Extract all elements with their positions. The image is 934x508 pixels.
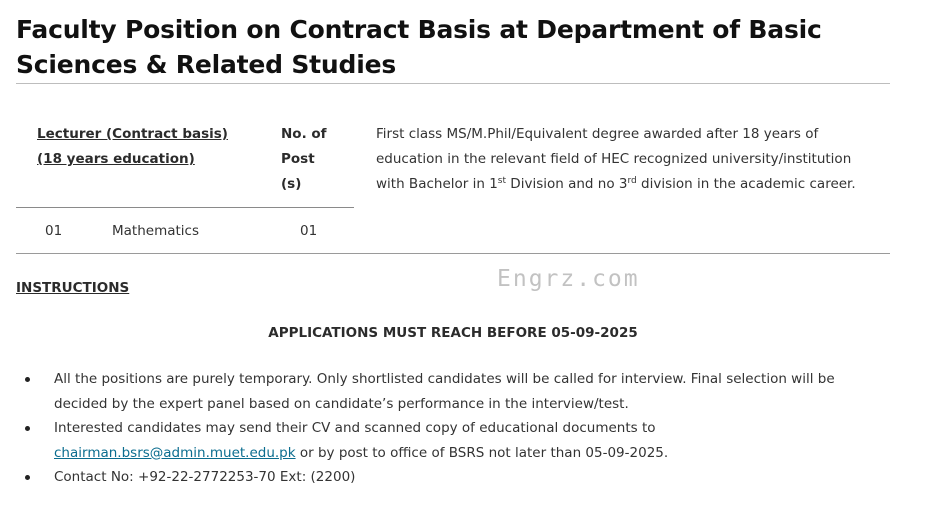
section-divider — [16, 253, 890, 254]
bullet-icon — [25, 426, 30, 431]
column-header-posts-line3: (s) — [281, 176, 302, 192]
requirement-text-3: division in the academic career. — [636, 176, 856, 192]
instruction-text-2b: or by post to office of BSRS not later than 05-09-2025. — [295, 444, 669, 461]
instruction-text-1: All the positions are purely temporary. Only shortlisted candidates will be called for interview. Final selection will be decided by the expert panel based on candidate’s performance in the interview/test. — [54, 371, 835, 412]
list-item — [16, 416, 886, 465]
bullet-icon — [25, 475, 30, 480]
qualification-requirement — [376, 122, 876, 197]
column-header-lecturer-line1: Lecturer (Contract basis) — [37, 126, 228, 142]
page-title: Faculty Position on Contract Basis at Department of Basic Sciences & Related Studies — [16, 15, 822, 79]
deadline-notice: APPLICATIONS MUST REACH BEFORE 05-09-2025 — [268, 325, 638, 341]
requirement-sup-2: rd — [627, 176, 637, 186]
requirement-text-1: First class MS/M.Phil/Equivalent degree awarded after 18 years of education in the relevant field of HEC recognized university/institution with Bachelor in 1 — [376, 126, 852, 192]
title-divider — [16, 83, 890, 84]
bullet-icon — [25, 377, 30, 382]
requirement-sup-1: st — [497, 176, 507, 186]
list-item — [16, 465, 886, 490]
instructions-list — [16, 367, 886, 490]
instructions-heading: INSTRUCTIONS — [16, 280, 130, 296]
column-header-lecturer — [37, 122, 267, 172]
requirement-text-2: Division and no 3 — [506, 176, 628, 192]
column-header-lecturer-line2: (18 years education) — [37, 151, 195, 167]
column-header-posts-line1: No. of — [281, 126, 327, 142]
watermark: Engrz.com — [497, 266, 640, 292]
table-divider — [16, 207, 354, 208]
row-posts: 01 — [300, 223, 318, 239]
column-header-posts — [281, 122, 341, 197]
email-link[interactable]: chairman.bsrs@admin.muet.edu.pk — [54, 444, 296, 461]
instruction-text-2a: Interested candidates may send their CV and scanned copy of educational documents to — [54, 420, 656, 436]
row-serial: 01 — [45, 223, 63, 239]
list-item — [16, 367, 886, 416]
row-subject: Mathematics — [112, 223, 199, 239]
column-header-posts-line2: Post — [281, 151, 315, 167]
contact-number: Contact No: +92-22-2772253-70 Ext: (2200) — [54, 469, 356, 485]
